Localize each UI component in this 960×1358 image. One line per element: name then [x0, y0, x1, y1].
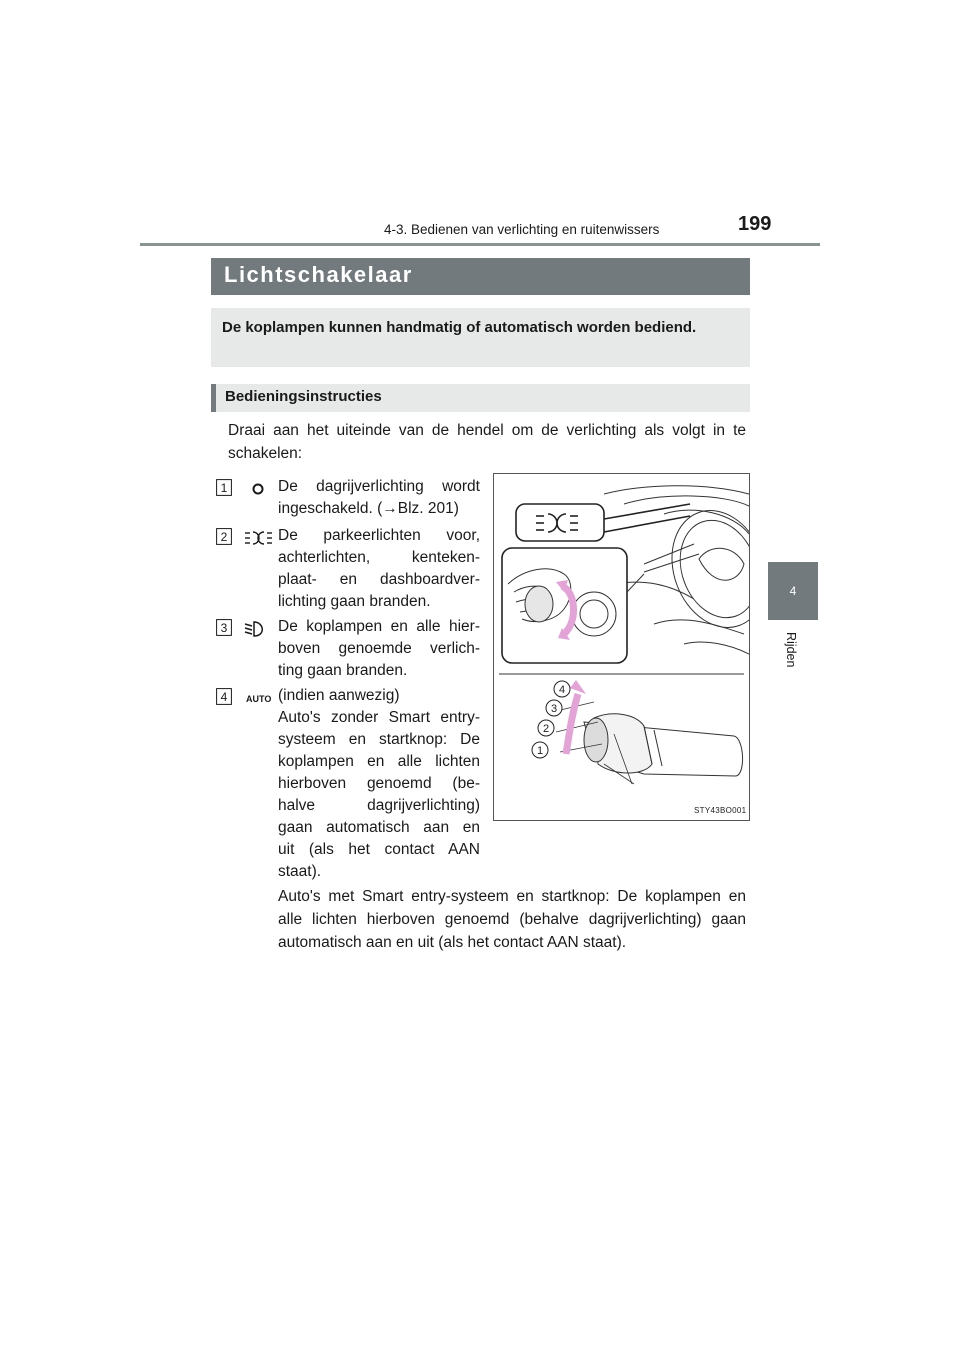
svg-text:4: 4 — [220, 690, 228, 704]
chapter-tab[interactable] — [768, 562, 818, 620]
header-section-title: 4-3. Bedienen van verlichting en ruitenwissers — [384, 222, 660, 237]
svg-text:3: 3 — [550, 703, 558, 715]
item-1-text: De dagrijverlichting wordt ingeschakeld. (→Blz. 201) — [278, 478, 480, 517]
section-title-bar — [211, 258, 750, 295]
chapter-number: 4 — [789, 584, 797, 598]
number-3-icon — [216, 619, 232, 636]
number-1-icon — [216, 479, 232, 496]
item-3-text: De koplampen en alle hier- boven genoemde verlich- ting gaan branden. — [278, 618, 480, 679]
instruction-paragraph: Draai aan het uiteinde van de hendel om de verlichting als volgt in te schakelen: — [228, 422, 746, 462]
svg-text:AUTO: AUTO — [246, 694, 272, 704]
svg-text:1: 1 — [220, 481, 228, 495]
svg-text:3: 3 — [220, 621, 228, 635]
subsection-title: Bedieningsinstructies — [225, 388, 382, 405]
section-title: Lichtschakelaar — [224, 262, 413, 287]
page-number: 199 — [738, 213, 772, 235]
header-rule — [140, 243, 820, 246]
auto-icon — [244, 688, 280, 708]
headlamp-icon — [244, 619, 280, 639]
svg-text:1: 1 — [536, 745, 544, 757]
parking-lights-icon — [244, 528, 280, 548]
ring-icon — [244, 479, 280, 499]
hand-inset — [502, 548, 627, 663]
light-switch-illustration — [493, 473, 750, 821]
intro-box — [211, 308, 750, 367]
figure-code: STY43BO001 — [694, 806, 747, 815]
number-2-icon — [216, 528, 232, 545]
number-4-icon — [216, 688, 232, 705]
svg-text:4: 4 — [558, 684, 566, 696]
illustration-drawing — [494, 474, 749, 820]
svg-text:2: 2 — [542, 723, 550, 735]
smart-entry-paragraph: Auto's met Smart entry-systeem en startknop: De koplampen en alle lichten hierboven genoemd (behalve dagrijverlichting) gaan automatisch aan en uit (als het contact AAN staat). — [278, 888, 746, 951]
intro-text: De koplampen kunnen handmatig of automatisch worden bediend. — [222, 319, 697, 336]
chapter-name: Rijden — [784, 632, 798, 668]
item-4-text: (indien aanwezig) Auto's zonder Smart entry- systeem en startknop: De koplampen en alle lichten hierboven genoemd (be- halve dagrijverlichting) gaan automatisch aan en uit (als het contact AAN staat). — [278, 687, 480, 880]
svg-text:2: 2 — [220, 530, 228, 544]
subsection-bar — [211, 384, 750, 412]
parking-lights-callout — [516, 504, 604, 541]
item-2-text: De parkeerlichten voor, achterlichten, kenteken- plaat- en dashboardver- lichting gaan branden. — [278, 527, 480, 610]
